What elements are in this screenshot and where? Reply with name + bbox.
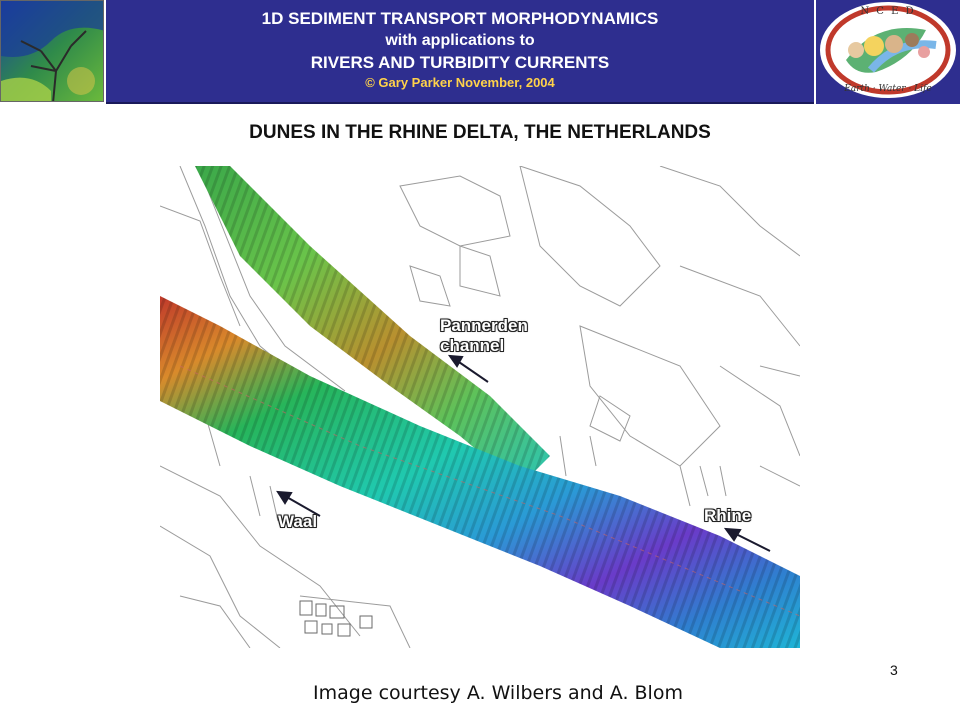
header-title-block [106,8,814,92]
slide-header [0,0,960,104]
header-title-line2: with applications to [385,32,535,49]
label-pannerden-line1: Pannerden [440,316,528,335]
logo-letters-bottom: Earth · Water · Life [844,84,932,94]
rhine-delta-bathymetry-map [160,166,800,648]
page-number: 3 [890,662,898,678]
header-copyright: © Gary Parker November, 2004 [365,75,555,90]
header-title-line3: RIVERS AND TURBIDITY CURRENTS [310,53,610,72]
logo-letters-top: N C E D [860,6,916,17]
label-rhine: Rhine [704,506,752,525]
image-caption: Image courtesy A. Wilbers and A. Blom [313,682,683,704]
slide-title: DUNES IN THE RHINE DELTA, THE NETHERLANDS [249,122,711,143]
label-waal: Waal [278,512,318,531]
nced-logo [816,0,960,104]
delta-satellite-image [0,0,104,102]
header-title-line1: 1D SEDIMENT TRANSPORT MORPHODYNAMICS [261,9,659,28]
label-pannerden-channel [440,316,528,356]
label-pannerden-line2: channel [440,336,505,355]
